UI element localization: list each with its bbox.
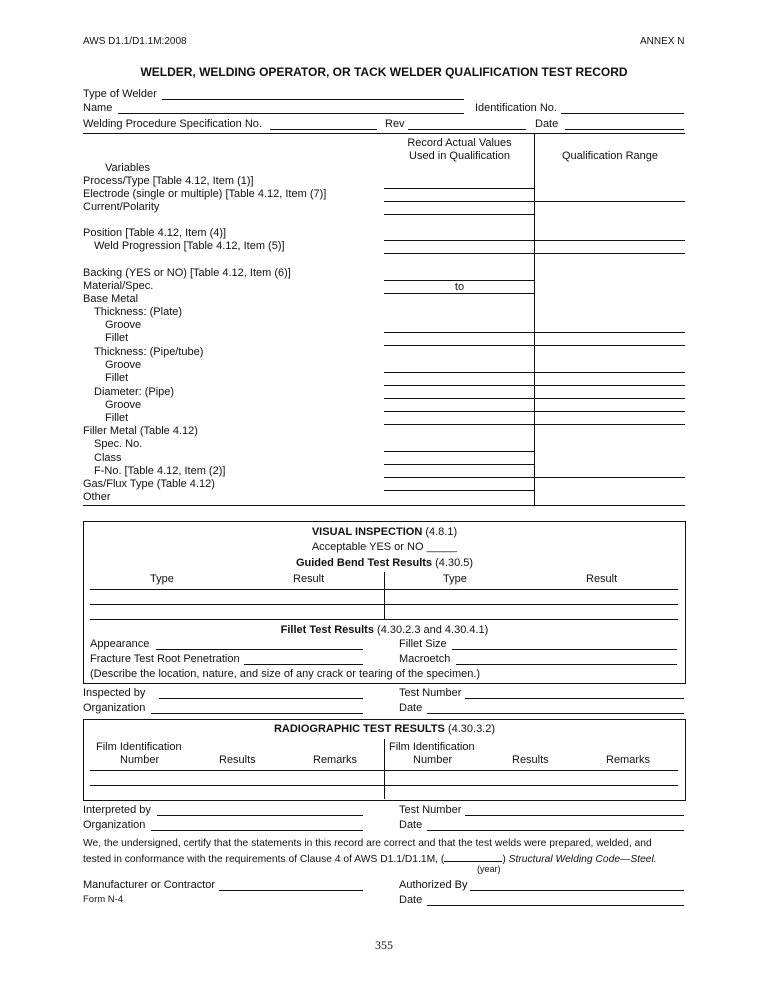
range-col-header: Qualification Range (561, 150, 658, 162)
var-row: Other (83, 491, 111, 503)
range-line[interactable] (535, 477, 685, 478)
results-header: Results (219, 754, 256, 766)
inspected-by-field[interactable] (159, 687, 363, 699)
bend-type-header: Type (150, 573, 174, 585)
record-line[interactable] (384, 188, 534, 189)
record-line[interactable] (384, 332, 534, 333)
certification-line-1: We, the undersigned, certify that the statements in this record are correct and that the test welds were prepared, welded, and (83, 838, 652, 849)
organization-label: Organization (83, 819, 146, 831)
name-field[interactable] (118, 102, 464, 114)
film-number-header: Number (413, 754, 453, 766)
year-field[interactable] (444, 851, 502, 862)
radiographic-heading (83, 723, 686, 735)
fillet-heading (83, 624, 686, 636)
to-label: to (454, 281, 465, 293)
bend-divider (384, 572, 385, 620)
record-line[interactable] (384, 464, 534, 465)
bend-result-header: Result (586, 573, 618, 585)
wps-no-field[interactable] (270, 118, 377, 130)
remarks-header: Remarks (313, 754, 358, 766)
inspected-by-label: Inspected by (83, 687, 146, 699)
bend-row-line[interactable] (90, 589, 678, 590)
name-label: Name (83, 102, 113, 114)
visual-inspection-ref: (4.8.1) (425, 526, 458, 538)
range-line[interactable] (535, 240, 685, 241)
date-label: Date (399, 894, 423, 906)
test-number-label: Test Number (399, 804, 462, 816)
table-top-rule (83, 133, 685, 134)
record-line[interactable] (384, 411, 534, 412)
interpreted-by-field[interactable] (157, 804, 363, 816)
var-row: Position [Table 4.12, Item (4)] (83, 227, 227, 239)
macroetch-label: Macroetch (399, 653, 451, 665)
record-line[interactable] (384, 293, 534, 294)
record-line[interactable] (384, 253, 534, 254)
page-number: 355 (375, 938, 393, 952)
visual-inspection-title: VISUAL INSPECTION (311, 526, 423, 538)
record-line[interactable] (384, 214, 534, 215)
fillet-size-field[interactable] (452, 638, 677, 650)
record-col-header-1: Record Actual Values (407, 137, 512, 149)
var-row: Diameter: (Pipe) (94, 386, 175, 398)
bend-heading (83, 557, 686, 569)
radiographic-title: RADIOGRAPHIC TEST RESULTS (273, 723, 445, 735)
range-line[interactable] (535, 424, 685, 425)
date-field[interactable] (427, 702, 684, 714)
page-title: WELDER, WELDING OPERATOR, OR TACK WELDER QUALIFICATION TEST RECORD (140, 65, 628, 79)
date-field[interactable] (427, 894, 684, 906)
record-line[interactable] (384, 385, 534, 386)
wps-no-label: Welding Procedure Specification No. (83, 118, 262, 130)
date-field[interactable] (427, 819, 684, 831)
var-row: Process/Type [Table 4.12, Item (1)] (83, 175, 254, 187)
organization-field[interactable] (151, 702, 363, 714)
test-number-field[interactable] (465, 804, 684, 816)
range-line[interactable] (535, 332, 685, 333)
fracture-label: Fracture Test Root Penetration (90, 653, 240, 665)
form-number: Form N-4 (83, 894, 124, 905)
range-line[interactable] (535, 345, 685, 346)
record-col-header-2: Used in Qualification (409, 150, 510, 162)
type-of-welder-field[interactable] (162, 88, 464, 100)
organization-field[interactable] (151, 819, 363, 831)
certification-text: tested in conformance with the requirements of Clause 4 of AWS D1.1/D1.1M, ( (83, 854, 445, 865)
certification-paren: ) (502, 854, 509, 865)
date-label: Date (535, 118, 559, 130)
var-row: Backing (YES or NO) [Table 4.12, Item (6)] (83, 267, 291, 279)
identification-no-label: Identification No. (475, 102, 557, 114)
date-label: Date (399, 702, 423, 714)
record-line[interactable] (384, 424, 534, 425)
radiographic-row-line[interactable] (90, 770, 678, 771)
date-field[interactable] (565, 118, 684, 130)
bend-ref: (4.30.5) (435, 557, 474, 569)
var-row: Groove (105, 359, 142, 371)
film-number-header: Number (120, 754, 160, 766)
record-line[interactable] (384, 398, 534, 399)
record-line[interactable] (384, 201, 534, 202)
type-of-welder-label: Type of Welder (83, 88, 157, 100)
table-bottom-rule (83, 505, 685, 506)
bend-type-header: Type (443, 573, 467, 585)
var-row: Spec. No. (94, 438, 143, 450)
var-row: F-No. [Table 4.12, Item (2)] (94, 465, 226, 477)
year-label: (year) (477, 864, 501, 874)
results-header: Results (512, 754, 549, 766)
var-row: Variables (105, 162, 151, 174)
appearance-label: Appearance (90, 638, 150, 650)
macroetch-field[interactable] (456, 653, 677, 665)
authorized-by-label: Authorized By (399, 879, 468, 891)
var-row: Current/Polarity (83, 201, 160, 213)
header-left: AWS D1.1/D1.1M:2008 (83, 36, 187, 47)
fracture-field[interactable] (244, 653, 363, 665)
fillet-size-label: Fillet Size (399, 638, 447, 650)
range-column-divider (534, 133, 535, 505)
rev-label: Rev (385, 118, 405, 130)
date-label: Date (399, 819, 423, 831)
var-row: Thickness: (Pipe/tube) (94, 346, 204, 358)
test-number-label: Test Number (399, 687, 462, 699)
bend-row-line[interactable] (90, 604, 678, 605)
var-row: Material/Spec. (83, 280, 154, 292)
var-row: Groove (105, 399, 142, 411)
certification-line-2 (83, 851, 657, 865)
record-line[interactable] (384, 345, 534, 346)
record-line[interactable] (384, 490, 534, 491)
var-row: Gas/Flux Type (Table 4.12) (83, 478, 215, 490)
var-row: Class (94, 452, 122, 464)
organization-label: Organization (83, 702, 146, 714)
range-line[interactable] (535, 253, 685, 254)
code-title: Structural Welding Code—Steel. (508, 854, 657, 865)
record-line[interactable] (384, 280, 534, 281)
var-row: Fillet (105, 412, 129, 424)
var-row: Filler Metal (Table 4.12) (83, 425, 198, 437)
record-line[interactable] (384, 240, 534, 241)
describe-note: (Describe the location, nature, and size of any crack or tearing of the specimen.) (90, 668, 481, 680)
record-line[interactable] (384, 477, 534, 478)
range-line[interactable] (535, 398, 685, 399)
var-row: Electrode (single or multiple) [Table 4.12, Item (7)] (83, 188, 327, 200)
fillet-title: Fillet Test Results (280, 624, 374, 636)
visual-inspection-heading (83, 526, 686, 538)
range-line[interactable] (535, 372, 685, 373)
film-id-header: Film Identification (96, 741, 182, 753)
radiographic-row-line[interactable] (90, 785, 678, 786)
film-id-header: Film Identification (389, 741, 475, 753)
var-row: Thickness: (Plate) (94, 306, 183, 318)
var-row: Fillet (105, 372, 129, 384)
var-row: Groove (105, 319, 142, 331)
test-number-field[interactable] (465, 687, 684, 699)
header-right: ANNEX N (640, 36, 685, 47)
fillet-ref: (4.30.2.3 and 4.30.4.1) (377, 624, 489, 636)
var-row: Weld Progression [Table 4.12, Item (5)] (94, 240, 285, 252)
range-line[interactable] (535, 201, 685, 202)
radiographic-ref: (4.30.3.2) (447, 723, 496, 735)
record-line[interactable] (384, 451, 534, 452)
var-row: Fillet (105, 332, 129, 344)
bend-row-line[interactable] (90, 619, 678, 620)
var-row: Base Metal (83, 293, 139, 305)
radiographic-divider (384, 739, 385, 799)
authorized-by-field[interactable] (470, 879, 684, 891)
manufacturer-field[interactable] (219, 879, 363, 891)
range-line[interactable] (535, 385, 685, 386)
appearance-field[interactable] (156, 638, 363, 650)
range-line[interactable] (535, 411, 685, 412)
visual-acceptable[interactable]: Acceptable YES or NO _____ (311, 541, 458, 553)
manufacturer-label: Manufacturer or Contractor (83, 879, 216, 891)
remarks-header: Remarks (606, 754, 651, 766)
interpreted-by-label: Interpreted by (83, 804, 151, 816)
record-line[interactable] (384, 372, 534, 373)
bend-result-header: Result (293, 573, 325, 585)
identification-no-field[interactable] (561, 102, 684, 114)
bend-title: Guided Bend Test Results (295, 557, 433, 569)
rev-field[interactable] (408, 118, 526, 130)
